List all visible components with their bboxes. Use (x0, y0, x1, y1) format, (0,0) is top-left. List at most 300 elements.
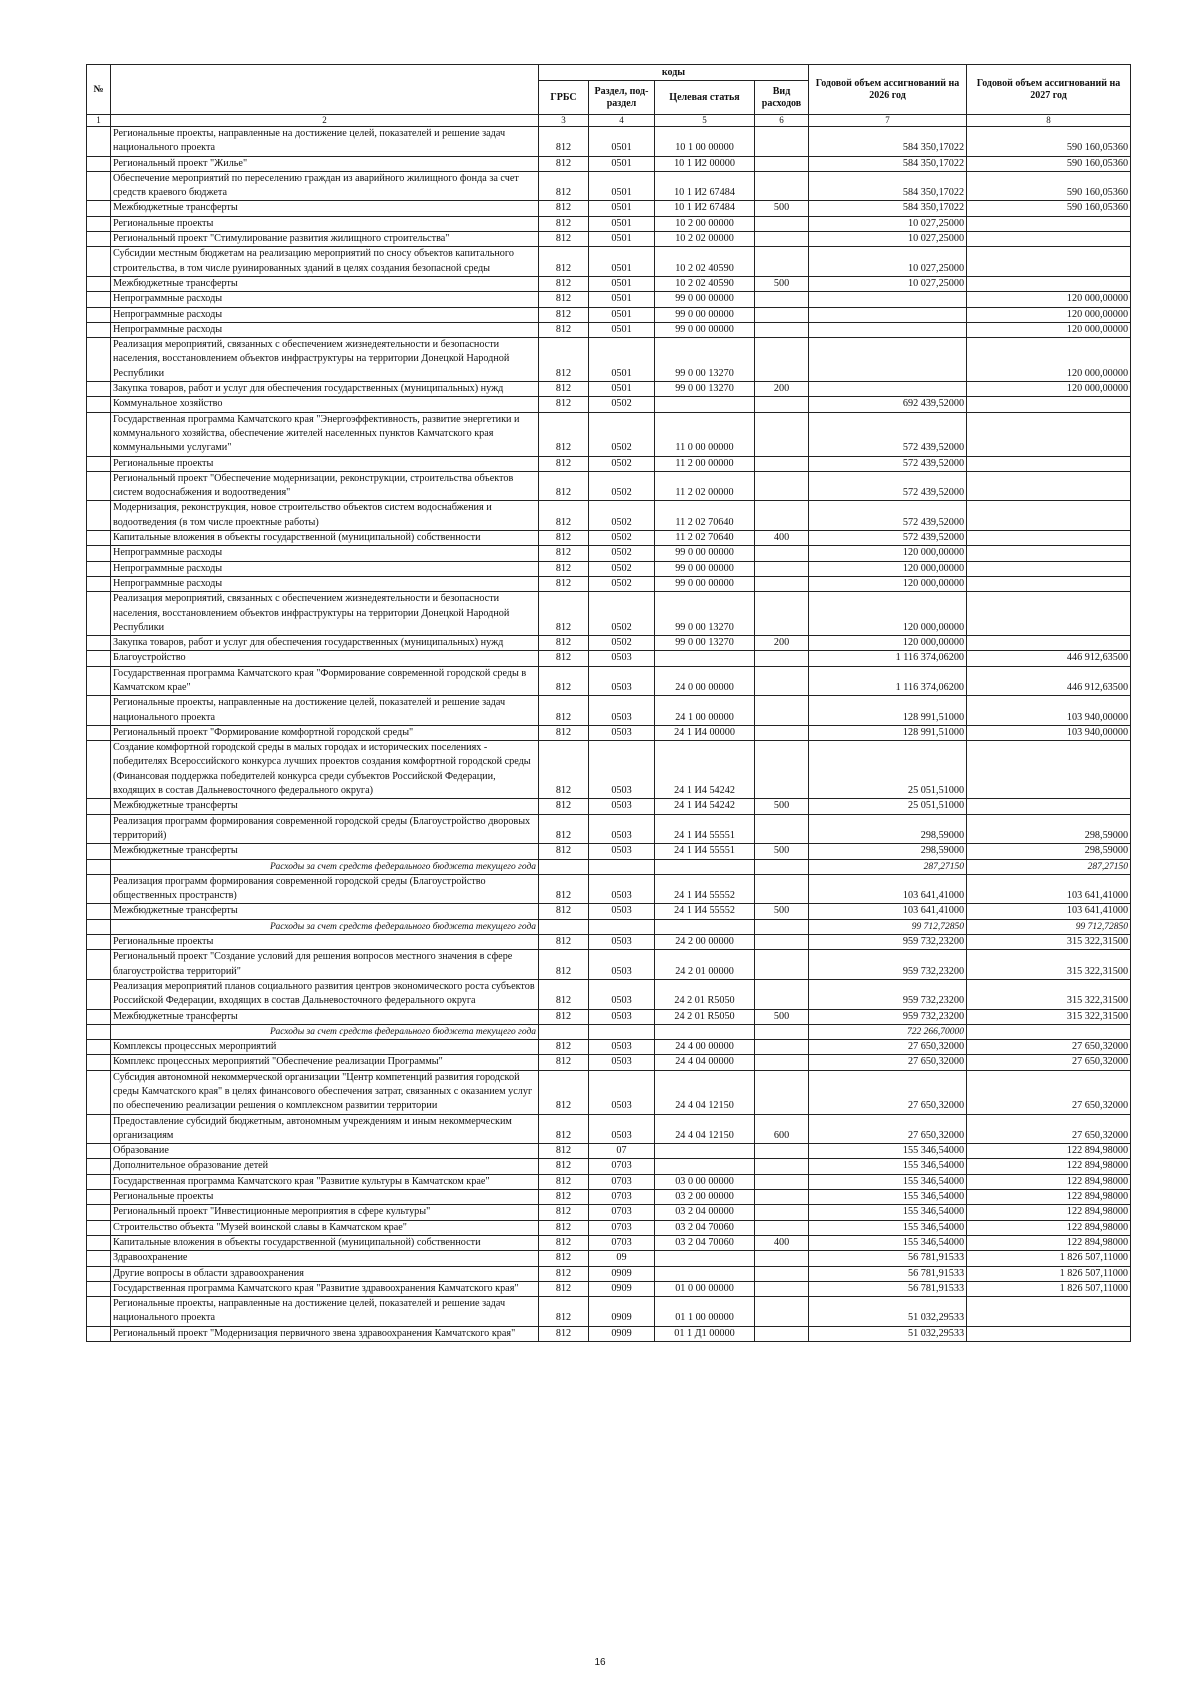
row-type: 500 (755, 276, 809, 291)
row-name: Межбюджетные трансферты (111, 276, 539, 291)
table-row (87, 1251, 1131, 1266)
row-target: 11 2 02 70640 (655, 501, 755, 531)
row-type (755, 397, 809, 412)
col-index-7: 7 (809, 115, 967, 127)
row-name: Региональный проект "Создание условий для решения вопросов местного значения в сфере благоустройства территорий" (111, 950, 539, 980)
row-name: Непрограммные расходы (111, 307, 539, 322)
row-grbs: 812 (539, 232, 589, 247)
row-name: Капитальные вложения в объекты государственной (муниципальной) собственности (111, 1235, 539, 1250)
row-amount-2026: 959 732,23200 (809, 935, 967, 950)
row-name: Расходы за счет средств федерального бюджета текущего года (111, 1024, 539, 1039)
row-grbs: 812 (539, 799, 589, 814)
row-amount-2026: 1 116 374,06200 (809, 651, 967, 666)
row-type (755, 1055, 809, 1070)
row-amount-2027: 103 641,41000 (967, 904, 1131, 919)
row-grbs: 812 (539, 1009, 589, 1024)
row-target: 24 4 04 00000 (655, 1055, 755, 1070)
row-section (589, 1024, 655, 1039)
row-amount-2026: 51 032,29533 (809, 1326, 967, 1341)
row-type (755, 546, 809, 561)
row-grbs: 812 (539, 576, 589, 591)
row-amount-2026: 120 000,00000 (809, 546, 967, 561)
row-name: Региональный проект "Стимулирование развития жилищного строительства" (111, 232, 539, 247)
row-type (755, 1024, 809, 1039)
row-number (87, 904, 111, 919)
row-target: 99 0 00 13270 (655, 382, 755, 397)
row-section: 0502 (589, 561, 655, 576)
row-section: 0909 (589, 1326, 655, 1341)
row-amount-2027: 315 322,31500 (967, 979, 1131, 1009)
row-target: 99 0 00 13270 (655, 636, 755, 651)
row-section: 0502 (589, 636, 655, 651)
row-amount-2027 (967, 247, 1131, 277)
row-amount-2027: 122 894,98000 (967, 1205, 1131, 1220)
row-type: 500 (755, 904, 809, 919)
row-target: 24 2 01 00000 (655, 950, 755, 980)
row-amount-2027 (967, 546, 1131, 561)
row-grbs: 812 (539, 725, 589, 740)
row-target: 24 1 И4 55552 (655, 874, 755, 904)
row-amount-2026: 103 641,41000 (809, 874, 967, 904)
row-section: 0503 (589, 696, 655, 726)
row-name: Другие вопросы в области здравоохранения (111, 1266, 539, 1281)
row-name: Обеспечение мероприятий по переселению граждан из аварийного жилищного фонда за счет средств краевого бюджета (111, 171, 539, 201)
row-name: Непрограммные расходы (111, 292, 539, 307)
row-amount-2027 (967, 412, 1131, 456)
row-name: Региональные проекты (111, 456, 539, 471)
row-grbs: 812 (539, 471, 589, 501)
table-row (87, 456, 1131, 471)
row-target: 24 4 04 12150 (655, 1114, 755, 1144)
row-target: 10 1 И2 67484 (655, 171, 755, 201)
row-name: Межбюджетные трансферты (111, 799, 539, 814)
row-grbs (539, 859, 589, 874)
row-name: Строительство объекта "Музей воинской славы в Камчатском крае" (111, 1220, 539, 1235)
row-target (655, 1159, 755, 1174)
row-name: Расходы за счет средств федерального бюджета текущего года (111, 859, 539, 874)
row-name: Модернизация, реконструкция, новое строительство объектов систем водоснабжения и водоотведения (в том числе проектные работы) (111, 501, 539, 531)
row-number (87, 919, 111, 934)
header-no: № (87, 65, 111, 115)
row-amount-2026: 10 027,25000 (809, 216, 967, 231)
table-row (87, 935, 1131, 950)
row-name: Региональные проекты, направленные на достижение целей, показателей и решение задач национального проекта (111, 127, 539, 157)
table-row (87, 1235, 1131, 1250)
row-number (87, 696, 111, 726)
row-grbs: 812 (539, 322, 589, 337)
row-name: Межбюджетные трансферты (111, 1009, 539, 1024)
row-name: Предоставление субсидий бюджетным, автономным учреждениям и иным некоммерческим организациям (111, 1114, 539, 1144)
row-name: Региональный проект "Жилье" (111, 156, 539, 171)
column-index-row (87, 115, 1131, 127)
row-target: 01 0 00 00000 (655, 1281, 755, 1296)
row-target (655, 919, 755, 934)
row-amount-2026: 128 991,51000 (809, 696, 967, 726)
row-number (87, 171, 111, 201)
row-amount-2027 (967, 501, 1131, 531)
row-type: 500 (755, 844, 809, 859)
row-target: 99 0 00 00000 (655, 307, 755, 322)
row-amount-2026: 10 027,25000 (809, 247, 967, 277)
row-type (755, 1159, 809, 1174)
row-name: Государственная программа Камчатского края "Развитие культуры в Камчатском крае" (111, 1174, 539, 1189)
row-type (755, 979, 809, 1009)
row-section: 0503 (589, 651, 655, 666)
row-grbs: 812 (539, 592, 589, 636)
row-amount-2026: 572 439,52000 (809, 501, 967, 531)
table-row (87, 322, 1131, 337)
row-number (87, 322, 111, 337)
table-row (87, 1190, 1131, 1205)
row-amount-2026: 25 051,51000 (809, 799, 967, 814)
row-target: 24 1 И4 55551 (655, 844, 755, 859)
row-grbs: 812 (539, 651, 589, 666)
table-row (87, 979, 1131, 1009)
row-target (655, 1024, 755, 1039)
row-amount-2027: 103 940,00000 (967, 696, 1131, 726)
table-row (87, 1205, 1131, 1220)
row-number (87, 1297, 111, 1327)
row-amount-2027: 120 000,00000 (967, 307, 1131, 322)
row-amount-2027 (967, 1326, 1131, 1341)
table-row (87, 292, 1131, 307)
row-section: 0503 (589, 979, 655, 1009)
row-type (755, 156, 809, 171)
row-amount-2026: 959 732,23200 (809, 950, 967, 980)
row-section: 0909 (589, 1266, 655, 1281)
row-number (87, 201, 111, 216)
row-number (87, 1114, 111, 1144)
row-type (755, 1070, 809, 1114)
row-amount-2027: 120 000,00000 (967, 338, 1131, 382)
row-number (87, 232, 111, 247)
table-row (87, 501, 1131, 531)
table-row (87, 741, 1131, 799)
row-name: Межбюджетные трансферты (111, 904, 539, 919)
row-type (755, 1220, 809, 1235)
row-target: 24 1 И4 54242 (655, 741, 755, 799)
row-grbs: 812 (539, 844, 589, 859)
table-row (87, 531, 1131, 546)
table-row (87, 1220, 1131, 1235)
row-amount-2026: 120 000,00000 (809, 636, 967, 651)
row-number (87, 1205, 111, 1220)
row-target (655, 1251, 755, 1266)
header-2027: Годовой объем ассигнований на 2027 год (967, 65, 1131, 115)
row-amount-2027: 287,27150 (967, 859, 1131, 874)
row-type (755, 1190, 809, 1205)
row-name: Непрограммные расходы (111, 561, 539, 576)
row-section: 0503 (589, 1114, 655, 1144)
table-row (87, 950, 1131, 980)
row-amount-2027: 1 826 507,11000 (967, 1266, 1131, 1281)
row-target: 24 4 00 00000 (655, 1040, 755, 1055)
row-target: 10 2 02 40590 (655, 276, 755, 291)
row-amount-2027 (967, 216, 1131, 231)
row-amount-2027 (967, 531, 1131, 546)
row-type (755, 592, 809, 636)
table-row (87, 844, 1131, 859)
row-target: 24 1 И4 55552 (655, 904, 755, 919)
row-type (755, 666, 809, 696)
row-section: 09 (589, 1251, 655, 1266)
row-amount-2026: 155 346,54000 (809, 1159, 967, 1174)
row-grbs: 812 (539, 814, 589, 844)
row-target: 11 2 02 70640 (655, 531, 755, 546)
row-number (87, 292, 111, 307)
table-row (87, 859, 1131, 874)
row-amount-2027 (967, 636, 1131, 651)
row-name: Реализация мероприятий, связанных с обеспечением жизнедеятельности и безопасности населения, восстановлением объектов инфраструктуры на территории Донецкой Народной Республики (111, 592, 539, 636)
table-row (87, 1159, 1131, 1174)
budget-table-container (86, 64, 1130, 1342)
row-amount-2027: 446 912,63500 (967, 666, 1131, 696)
row-amount-2026: 10 027,25000 (809, 232, 967, 247)
row-name: Региональный проект "Модернизация первичного звена здравоохранения Камчатского края" (111, 1326, 539, 1341)
table-row (87, 799, 1131, 814)
row-amount-2027: 27 650,32000 (967, 1055, 1131, 1070)
row-amount-2027: 298,59000 (967, 814, 1131, 844)
row-type (755, 814, 809, 844)
row-grbs: 812 (539, 1297, 589, 1327)
row-grbs: 812 (539, 696, 589, 726)
row-amount-2026: 10 027,25000 (809, 276, 967, 291)
row-number (87, 636, 111, 651)
row-type (755, 1326, 809, 1341)
row-grbs: 812 (539, 1326, 589, 1341)
header-2026: Годовой объем ассигнований на 2026 год (809, 65, 967, 115)
row-type (755, 338, 809, 382)
row-type (755, 232, 809, 247)
table-row (87, 874, 1131, 904)
row-amount-2027: 1 826 507,11000 (967, 1251, 1131, 1266)
row-amount-2026: 128 991,51000 (809, 725, 967, 740)
table-row (87, 1297, 1131, 1327)
row-amount-2026: 56 781,91533 (809, 1251, 967, 1266)
row-section: 0503 (589, 1040, 655, 1055)
row-section: 0501 (589, 307, 655, 322)
row-amount-2026 (809, 307, 967, 322)
row-section: 0703 (589, 1235, 655, 1250)
row-type: 400 (755, 1235, 809, 1250)
row-amount-2027 (967, 397, 1131, 412)
row-amount-2027: 99 712,72850 (967, 919, 1131, 934)
row-amount-2027 (967, 592, 1131, 636)
row-amount-2026: 25 051,51000 (809, 741, 967, 799)
row-section: 0909 (589, 1297, 655, 1327)
table-row (87, 1144, 1131, 1159)
row-grbs: 812 (539, 397, 589, 412)
row-target: 99 0 00 13270 (655, 592, 755, 636)
row-section: 0503 (589, 1055, 655, 1070)
row-target: 11 2 00 00000 (655, 456, 755, 471)
row-name: Реализация мероприятий, связанных с обеспечением жизнедеятельности и безопасности населения, восстановлением объектов инфраструктуры на территории Донецкой Народной Республики (111, 338, 539, 382)
table-row (87, 1070, 1131, 1114)
row-type (755, 307, 809, 322)
row-section: 0502 (589, 576, 655, 591)
row-number (87, 1281, 111, 1296)
row-amount-2026: 692 439,52000 (809, 397, 967, 412)
row-amount-2026: 584 350,17022 (809, 171, 967, 201)
row-grbs: 812 (539, 1205, 589, 1220)
row-type (755, 1266, 809, 1281)
row-grbs (539, 919, 589, 934)
row-number (87, 651, 111, 666)
row-amount-2027: 315 322,31500 (967, 1009, 1131, 1024)
row-amount-2027: 122 894,98000 (967, 1235, 1131, 1250)
row-grbs: 812 (539, 950, 589, 980)
row-target: 24 2 01 R5050 (655, 1009, 755, 1024)
row-amount-2026: 959 732,23200 (809, 979, 967, 1009)
row-grbs: 812 (539, 1251, 589, 1266)
row-amount-2026: 27 650,32000 (809, 1114, 967, 1144)
header-section: Раздел, под-раздел (589, 81, 655, 115)
row-name: Комплекс процессных мероприятий "Обеспечение реализации Программы" (111, 1055, 539, 1070)
row-amount-2026: 584 350,17022 (809, 156, 967, 171)
row-amount-2026: 27 650,32000 (809, 1055, 967, 1070)
row-amount-2026: 572 439,52000 (809, 412, 967, 456)
row-target: 24 4 04 12150 (655, 1070, 755, 1114)
row-grbs: 812 (539, 338, 589, 382)
row-amount-2026: 120 000,00000 (809, 576, 967, 591)
row-section: 0501 (589, 322, 655, 337)
row-amount-2027 (967, 741, 1131, 799)
row-section: 0501 (589, 338, 655, 382)
row-type: 400 (755, 531, 809, 546)
table-row (87, 904, 1131, 919)
row-number (87, 1144, 111, 1159)
table-row (87, 171, 1131, 201)
row-name: Межбюджетные трансферты (111, 201, 539, 216)
row-type (755, 501, 809, 531)
row-amount-2027: 27 650,32000 (967, 1114, 1131, 1144)
row-section: 07 (589, 1144, 655, 1159)
row-grbs: 812 (539, 1235, 589, 1250)
row-number (87, 1251, 111, 1266)
row-section: 0703 (589, 1220, 655, 1235)
row-amount-2026: 99 712,72850 (809, 919, 967, 934)
row-amount-2027: 122 894,98000 (967, 1190, 1131, 1205)
row-amount-2027 (967, 576, 1131, 591)
row-amount-2027: 120 000,00000 (967, 382, 1131, 397)
row-number (87, 859, 111, 874)
row-type (755, 1251, 809, 1266)
row-section: 0501 (589, 201, 655, 216)
row-name: Региональный проект "Инвестиционные мероприятия в сфере культуры" (111, 1205, 539, 1220)
row-amount-2026: 298,59000 (809, 814, 967, 844)
row-name: Здравоохранение (111, 1251, 539, 1266)
table-row (87, 576, 1131, 591)
row-number (87, 1266, 111, 1281)
row-type (755, 1174, 809, 1189)
header-codes: коды (539, 65, 809, 81)
col-index-3: 3 (539, 115, 589, 127)
row-type (755, 216, 809, 231)
row-type (755, 1040, 809, 1055)
row-type (755, 1281, 809, 1296)
row-amount-2026: 51 032,29533 (809, 1297, 967, 1327)
row-name: Государственная программа Камчатского края "Энергоэффективность, развитие энергетики и коммунального хозяйства, обеспечение жителей населенных пунктов Камчатского края коммунальными услугами" (111, 412, 539, 456)
page-number: 16 (594, 1657, 606, 1668)
row-number (87, 799, 111, 814)
row-target: 03 2 04 70060 (655, 1235, 755, 1250)
row-number (87, 501, 111, 531)
budget-table (86, 64, 1131, 1342)
row-grbs: 812 (539, 546, 589, 561)
row-type (755, 651, 809, 666)
row-target (655, 859, 755, 874)
table-row (87, 412, 1131, 456)
row-grbs: 812 (539, 216, 589, 231)
row-number (87, 471, 111, 501)
row-amount-2027: 315 322,31500 (967, 935, 1131, 950)
row-target: 01 1 Д1 00000 (655, 1326, 755, 1341)
row-amount-2027 (967, 1297, 1131, 1327)
row-number (87, 456, 111, 471)
row-number (87, 216, 111, 231)
row-amount-2026: 155 346,54000 (809, 1144, 967, 1159)
row-amount-2027: 315 322,31500 (967, 950, 1131, 980)
row-grbs: 812 (539, 1040, 589, 1055)
row-name: Комплексы процессных мероприятий (111, 1040, 539, 1055)
row-target: 10 1 00 00000 (655, 127, 755, 157)
row-type (755, 874, 809, 904)
row-grbs: 812 (539, 1281, 589, 1296)
row-type (755, 127, 809, 157)
row-target: 01 1 00 00000 (655, 1297, 755, 1327)
row-grbs: 812 (539, 1055, 589, 1070)
row-grbs: 812 (539, 1144, 589, 1159)
row-grbs: 812 (539, 247, 589, 277)
row-amount-2026: 155 346,54000 (809, 1174, 967, 1189)
row-target: 03 0 00 00000 (655, 1174, 755, 1189)
table-row (87, 1009, 1131, 1024)
row-amount-2026: 155 346,54000 (809, 1205, 967, 1220)
row-amount-2026: 959 732,23200 (809, 1009, 967, 1024)
row-type: 200 (755, 382, 809, 397)
row-grbs: 812 (539, 935, 589, 950)
header-row-top (87, 65, 1131, 81)
row-name: Непрограммные расходы (111, 576, 539, 591)
table-row (87, 725, 1131, 740)
budget-table-body (87, 127, 1131, 1342)
row-amount-2027: 122 894,98000 (967, 1159, 1131, 1174)
col-index-2: 2 (111, 115, 539, 127)
row-amount-2026: 722 266,70000 (809, 1024, 967, 1039)
header-name (111, 65, 539, 115)
row-name: Образование (111, 1144, 539, 1159)
table-row (87, 666, 1131, 696)
row-target: 24 1 00 00000 (655, 696, 755, 726)
row-grbs: 812 (539, 501, 589, 531)
row-target: 10 1 И2 67484 (655, 201, 755, 216)
row-grbs: 812 (539, 171, 589, 201)
row-section: 0503 (589, 725, 655, 740)
row-name: Непрограммные расходы (111, 322, 539, 337)
header-target: Целевая статья (655, 81, 755, 115)
row-name: Межбюджетные трансферты (111, 844, 539, 859)
row-amount-2026 (809, 382, 967, 397)
row-name: Закупка товаров, работ и услуг для обеспечения государственных (муниципальных) нужд (111, 636, 539, 651)
row-type: 500 (755, 799, 809, 814)
row-amount-2027: 298,59000 (967, 844, 1131, 859)
table-row (87, 636, 1131, 651)
row-target: 03 2 04 70060 (655, 1220, 755, 1235)
row-grbs: 812 (539, 292, 589, 307)
row-grbs: 812 (539, 156, 589, 171)
row-type (755, 412, 809, 456)
row-type (755, 950, 809, 980)
